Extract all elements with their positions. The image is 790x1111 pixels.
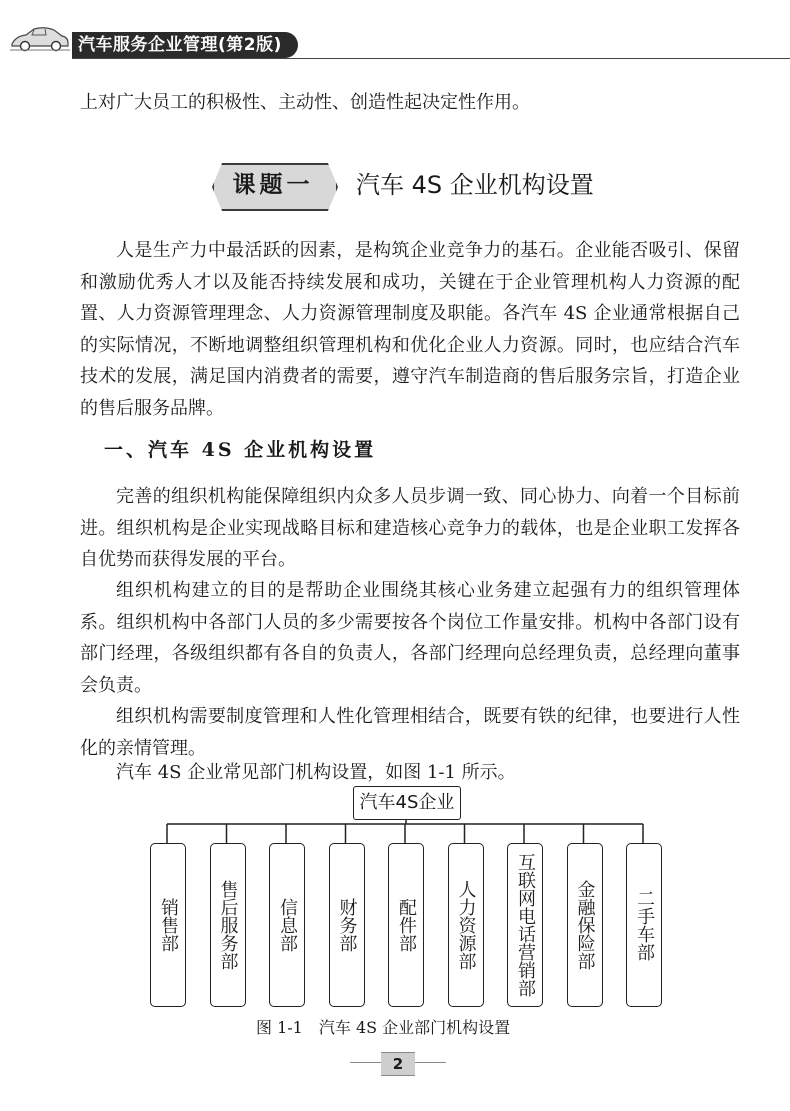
org-department-box — [150, 843, 186, 1007]
book-title: 汽车服务企业管理(第2版) — [72, 32, 298, 58]
org-department-box — [269, 843, 305, 1007]
paragraph-3: 组织机构建立的目的是帮助企业围绕其核心业务建立起强有力的组织管理体系。组织机构中各部门人员的多少需要按各个岗位工作量安排。机构中各部门设有部门经理，各级组织都有各自的负责人，各部门经理向总经理负责，总经理向董事会负责。 — [80, 580, 740, 696]
paragraph-5: 汽车 4S 企业常见部门机构设置，如图 1-1 所示。 — [116, 762, 516, 783]
org-department-label: 金融保险部 — [574, 880, 596, 970]
header-divider — [72, 58, 790, 59]
org-root: 汽车4S企业 — [353, 786, 461, 820]
org-department-label: 互联网电话营销部 — [515, 853, 536, 997]
org-department-label: 销售部 — [158, 898, 179, 952]
lesson-badge — [212, 163, 334, 207]
paragraph-4: 组织机构需要制度管理和人性化管理相结合，既要有铁的纪律，也要进行人性化的亲情管理。 — [80, 706, 740, 759]
org-department-label: 配件部 — [396, 898, 417, 952]
org-department-label: 二手车部 — [634, 889, 655, 961]
lesson-badge-text: 课题一 — [232, 172, 314, 198]
car-icon — [10, 22, 70, 52]
lesson-title: 汽车 4S 企业机构设置 — [356, 171, 594, 199]
org-department-box — [388, 843, 424, 1007]
org-chart — [150, 786, 670, 1016]
org-department-box — [567, 843, 603, 1007]
org-department-label: 信息部 — [277, 898, 298, 952]
paragraph-1: 人是生产力中最活跃的因素，是构筑企业竞争力的基石。企业能否吸引、保留和激励优秀人才以及能否持续发展和成功，关键在于企业管理机构人力资源的配置、人力资源管理理念、人力资源管理制度及职能。各汽车 4S 企业通常根据自己的实际情况，不断地调整组织管理机构和优化企业人力资源。同时，也应结合汽车技术的发展，满足国内消费者的需要，遵守汽车制造商的售后服务宗旨，打造企业的售后服务品牌。 — [80, 240, 740, 419]
org-department-box — [329, 843, 365, 1007]
org-department-label: 财务部 — [336, 898, 358, 952]
figure-caption: 图 1-1 汽车 4S 企业部门机构设置 — [256, 1018, 511, 1037]
org-department-label: 售后服务部 — [217, 880, 239, 970]
org-department-box — [210, 843, 246, 1007]
org-department-box — [626, 843, 662, 1007]
page-number: 2 — [381, 1052, 415, 1076]
page-header — [0, 0, 790, 60]
org-department-label: 人力资源部 — [455, 880, 477, 970]
paragraph-2: 完善的组织机构能保障组织内众多人员步调一致、同心协力、向着一个目标前进。组织机构是企业实现战略目标和建造核心竞争力的载体，也是企业职工发挥各自优势而获得发展的平台。 — [80, 486, 740, 570]
intro-line: 上对广大员工的积极性、主动性、创造性起决定性作用。 — [80, 92, 530, 113]
org-department-box — [507, 843, 543, 1007]
org-department-box — [448, 843, 484, 1007]
section-heading: 一、汽车 4S 企业机构设置 — [104, 439, 377, 461]
